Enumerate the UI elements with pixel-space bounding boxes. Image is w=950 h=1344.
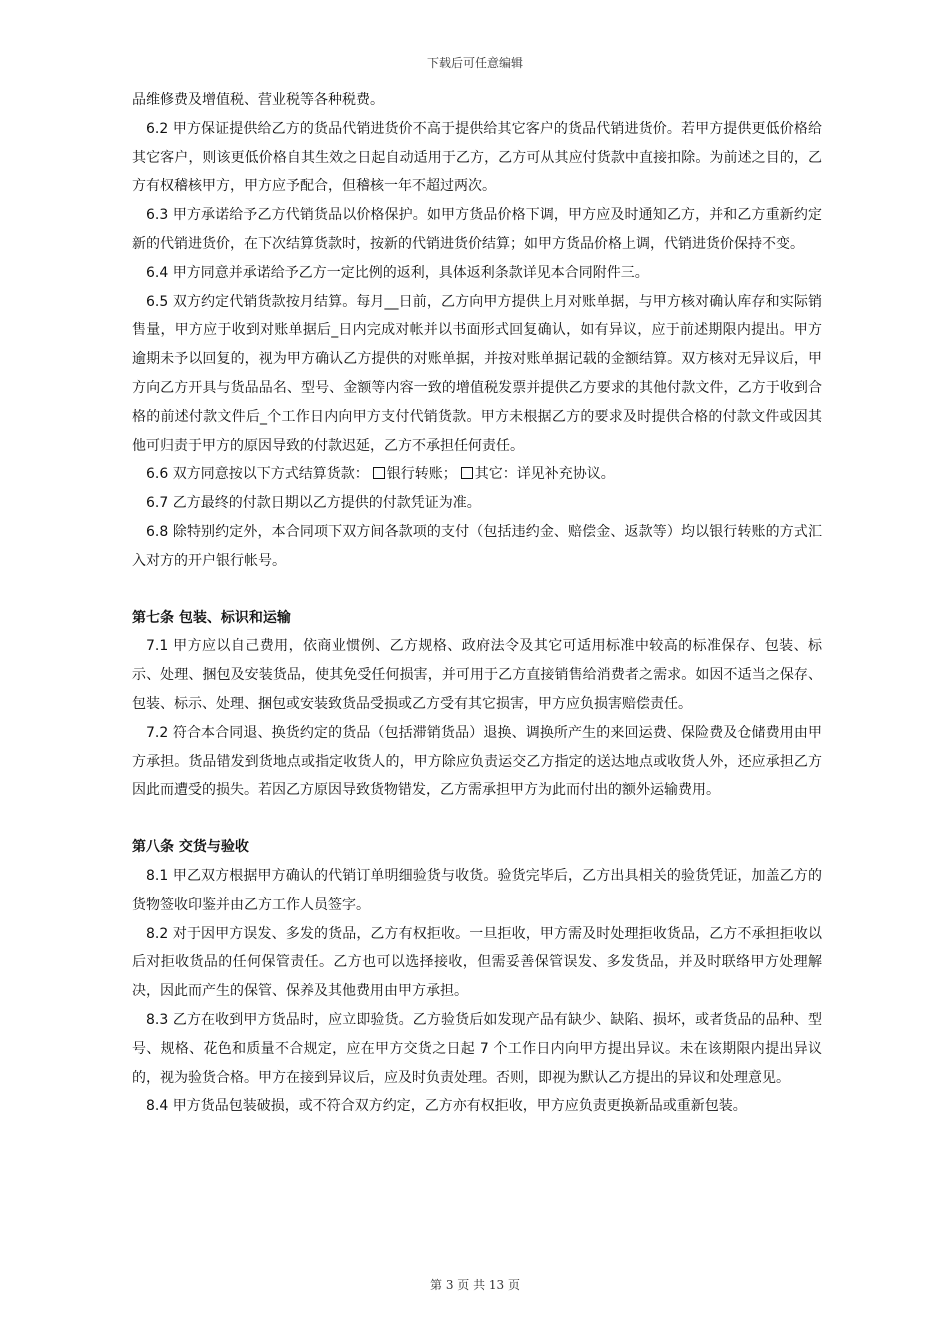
section-spacer bbox=[132, 805, 822, 833]
clause-6-6 bbox=[132, 460, 822, 489]
clause-6-2: 6.2 甲方保证提供给乙方的货品代销进货价不高于提供给其它客户的货品代销进货价。若甲方提供更低价格给其它客户，则该更低价格自其生效之日起自动适用于乙方，乙方可从其应付货款中直接扣除。为前述之目的，乙方有权稽核甲方，甲方应予配合，但稽核一年不超过两次。 bbox=[132, 120, 822, 195]
checkbox-icon bbox=[373, 467, 385, 479]
checkbox-icon bbox=[461, 467, 473, 479]
clause-8-1: 8.1 甲乙双方根据甲方确认的代销订单明细验货与收货。验货完毕后，乙方出具相关的验货凭证，加盖乙方的货物签收印鉴并由乙方工作人员签字。 bbox=[132, 867, 822, 913]
page-footer: 第 3 页 共 13 页 bbox=[430, 1278, 520, 1292]
clause-6-7: 6.7 乙方最终的付款日期以乙方提供的付款凭证为准。 bbox=[146, 495, 481, 512]
document-body bbox=[132, 86, 822, 1121]
clause-6-6-prefix: 6.6 双方同意按以下方式结算货款： bbox=[146, 466, 369, 483]
page-header: 下载后可任意编辑 bbox=[426, 56, 523, 70]
option-other: 其它：详见补充协议。 bbox=[474, 466, 615, 483]
clause-7-2: 7.2 符合本合同退、换货约定的货品（包括滞销货品）退换、调换所产生的来回运费、保险费及仓储费用由甲方承担。货品错发到货地点或指定收货人的，甲方除应负责运交乙方指定的送达地点或收货人外，还应承担乙方因此而遭受的损失。若因乙方原因导致货物错发，乙方需承担甲方为此而付出的额外运输费用。 bbox=[132, 724, 822, 799]
clause-6-4: 6.4 甲方同意并承诺给予乙方一定比例的返利，具体返利条款详见本合同附件三。 bbox=[146, 264, 649, 281]
section-spacer bbox=[132, 576, 822, 604]
section-7-heading: 第七条 包装、标识和运输 bbox=[132, 609, 291, 626]
clause-8-2: 8.2 对于因甲方误发、多发的货品，乙方有权拒收。一旦拒收，甲方需及时处理拒收货品，乙方不承担拒收以后对拒收货品的任何保管责任。乙方也可以选择接收，但需妥善保管误发、多发货品，并及时联络甲方处理解决，因此而产生的保管、保养及其他费用由甲方承担。 bbox=[132, 925, 822, 1000]
clause-6-3: 6.3 甲方承诺给予乙方代销货品以价格保护。如甲方货品价格下调，甲方应及时通知乙方，并和乙方重新约定新的代销进货价，在下次结算货款时，按新的代销进货价结算；如甲方货品价格上调，代销进货价保持不变。 bbox=[132, 207, 822, 252]
paragraph-continuation: 品维修费及增值税、营业税等各种税费。 bbox=[132, 92, 384, 108]
clause-8-4: 8.4 甲方货品包装破损，或不符合双方约定，乙方亦有权拒收，甲方应负责更换新品或重新包装。 bbox=[146, 1098, 747, 1115]
clause-7-1: 7.1 甲方应以自己费用，依商业惯例、乙方规格、政府法令及其它可适用标准中较高的标准保存、包装、标示、处理、捆包及安装货品，使其免受任何损害，并可用于乙方直接销售给消费者之需求。如因不适当之保存、包装、标示、处理、捆包或安装致货品受损或乙方受有其它损害，甲方应负损害赔偿责任。 bbox=[132, 638, 822, 712]
clause-6-8: 6.8 除特别约定外，本合同项下双方间各款项的支付（包括违约金、赔偿金、返款等）均以银行转账的方式汇入对方的开户银行帐号。 bbox=[132, 523, 822, 569]
clause-6-5: 6.5 双方约定代销货款按月结算。每月__日前，乙方向甲方提供上月对账单据，与甲方核对确认库存和实际销售量，甲方应于收到对账单据后_日内完成对帐并以书面形式回复确认，如有异议，应于前述期限内提出。甲方逾期未予以回复的，视为甲方确认乙方提供的对账单据，并按对账单据记载的金额结算。双方核对无异议后，甲方向乙方开具与货品品名、型号、金额等内容一致的增值税发票并提供乙方要求的其他付款文件，乙方于收到合格的前述付款文件后_个工作日内向甲方支付代销货款。甲方未根据乙方的要求及时提供合格的付款文件或因其他可归责于甲方的原因导致的付款迟延，乙方不承担任何责任。 bbox=[132, 293, 822, 454]
clause-8-3: 8.3 乙方在收到甲方货品时，应立即验货。乙方验货后如发现产品有缺少、缺陷、损坏，或者货品的品种、型号、规格、花色和质量不合规定，应在甲方交货之日起 7 个工作日内向甲方提出异议。未在该期限内提出异议的，视为验货合格。甲方在接到异议后，应及时负责处理。否则，即视为默认乙方提出的异议和处理意见。 bbox=[132, 1011, 822, 1086]
section-8-heading: 第八条 交货与验收 bbox=[132, 839, 249, 856]
option-bank-transfer: 银行转账； bbox=[386, 466, 457, 483]
